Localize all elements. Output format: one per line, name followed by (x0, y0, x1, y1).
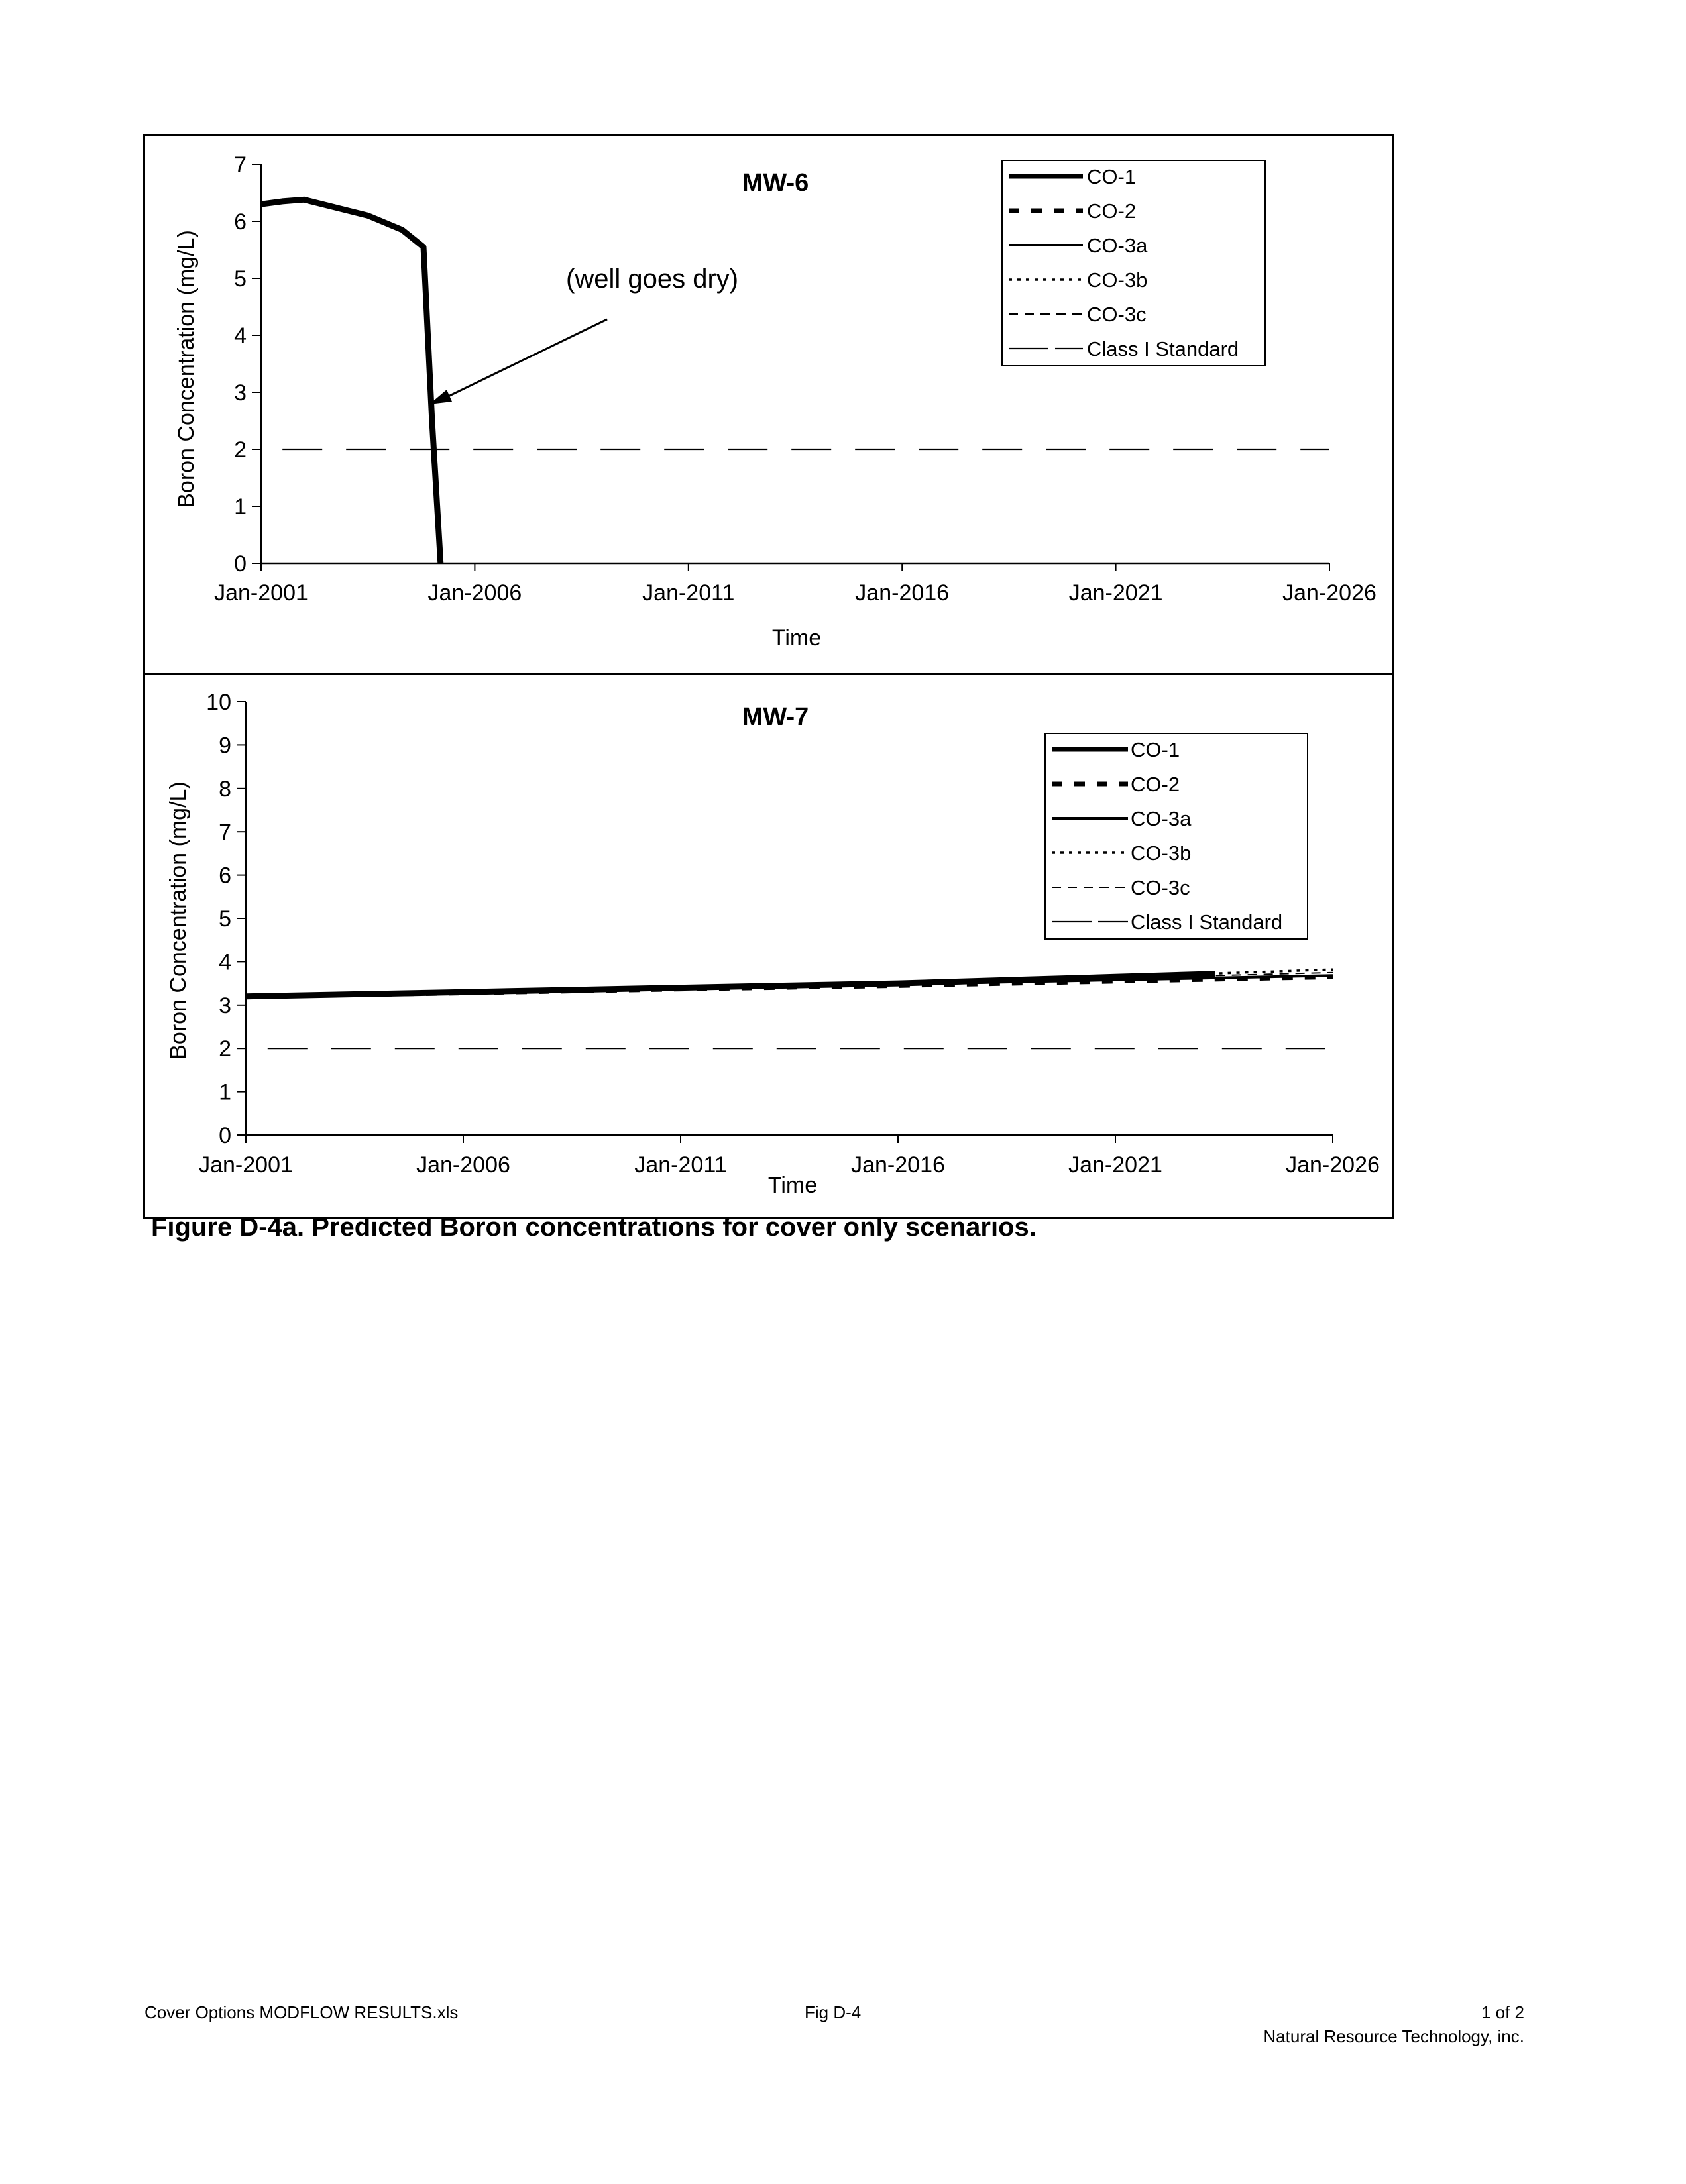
mw6-series-co-3b (261, 199, 441, 563)
mw6-legend (1002, 160, 1265, 366)
footer-figure-label: Fig D-4 (805, 2002, 862, 2022)
mw6-legend-label: Class I Standard (1087, 337, 1239, 360)
mw6-legend-label: CO-2 (1087, 199, 1137, 223)
mw7-legend-label: CO-1 (1131, 738, 1180, 761)
mw6-y-tick-label: 0 (234, 551, 247, 576)
mw6-series-co-3a (261, 199, 441, 563)
mw6-annotation: (well goes dry) (566, 264, 739, 294)
mw6-y-tick-label: 1 (234, 494, 247, 519)
mw6-y-tick-label: 3 (234, 380, 247, 406)
mw6-y-tick-label: 6 (234, 209, 247, 235)
footer-filename: Cover Options MODFLOW RESULTS.xls (144, 2002, 459, 2022)
mw6-series-co-1 (261, 199, 441, 563)
mw6-x-tick-label: Jan-2011 (642, 580, 735, 606)
mw6-y-tick-label: 4 (234, 323, 247, 349)
mw7-y-axis-label: Boron Concentration (mg/L) (166, 781, 191, 1060)
mw6-y-tick-label: 2 (234, 437, 247, 463)
mw7-legend-box (1045, 734, 1308, 939)
mw7-legend-label: CO-3b (1131, 842, 1192, 865)
mw6-legend-box (1002, 160, 1265, 366)
mw7-y-tick-label: 1 (219, 1079, 231, 1105)
mw7-x-tick-label: Jan-2011 (634, 1152, 727, 1177)
mw7-legend-label: Class I Standard (1131, 910, 1283, 934)
mw7-legend (1045, 734, 1308, 939)
mw7-y-tick-label: 5 (219, 906, 231, 932)
mw7-y-tick-label: 2 (219, 1036, 231, 1062)
mw7-y-tick-label: 0 (219, 1123, 231, 1148)
mw7-title: MW-7 (742, 703, 809, 731)
mw6-x-tick-label: Jan-2016 (855, 580, 950, 606)
mw7-x-tick-label: Jan-2021 (1068, 1152, 1162, 1177)
mw6-x-tick-label: Jan-2001 (214, 580, 308, 606)
mw6-x-tick-label: Jan-2006 (427, 580, 522, 606)
mw7-series-layer (246, 969, 1333, 1048)
mw7-y-tick-label: 10 (206, 690, 231, 715)
mw7-y-tick-label: 9 (219, 733, 231, 759)
mw6-chart (143, 134, 1394, 673)
mw7-x-tick-label: Jan-2026 (1286, 1152, 1380, 1177)
mw6-legend-label: CO-3c (1087, 303, 1147, 326)
mw6-x-tick-label: Jan-2021 (1068, 580, 1163, 606)
mw7-x-axis-label: Time (767, 1173, 818, 1198)
mw6-y-tick-label: 7 (234, 152, 247, 178)
mw6-legend-label: CO-1 (1087, 165, 1137, 188)
mw7-y-tick-label: 8 (219, 776, 231, 802)
footer-page-number: 1 of 2 (1481, 2002, 1524, 2022)
mw6-annotation-arrow (439, 319, 607, 401)
mw7-y-tick-label: 7 (219, 820, 231, 846)
mw6-legend-label: CO-3b (1087, 268, 1148, 292)
mw7-x-tick-label: Jan-2016 (851, 1152, 945, 1177)
mw7-legend-label: CO-2 (1131, 773, 1180, 796)
figure-caption: Figure D-4a. Predicted Boron concentrations for cover only scenarios. (151, 1213, 1037, 1242)
mw6-y-axis-label: Boron Concentration (mg/L) (174, 230, 199, 508)
mw7-y-tick-label: 3 (219, 993, 231, 1018)
mw7-y-tick-label: 6 (219, 863, 231, 889)
mw6-title: MW-6 (742, 169, 809, 197)
mw7-series-co-1 (246, 974, 1215, 997)
mw7-x-tick-label: Jan-2006 (416, 1152, 510, 1177)
mw7-chart (143, 675, 1394, 1219)
mw7-x-tick-label: Jan-2001 (199, 1152, 293, 1177)
mw7-y-tick-label: 4 (219, 950, 231, 975)
mw6-x-tick-label: Jan-2026 (1282, 580, 1377, 606)
mw6-series-co-3c (261, 199, 441, 563)
mw7-legend-label: CO-3c (1131, 876, 1190, 899)
mw6-y-tick-label: 5 (234, 266, 247, 292)
footer-company: Natural Resource Technology, inc. (1263, 2026, 1524, 2046)
mw6-x-axis-label: Time (771, 626, 822, 651)
mw7-legend-label: CO-3a (1131, 807, 1192, 830)
mw6-series-co-2 (261, 199, 441, 563)
mw6-legend-label: CO-3a (1087, 234, 1148, 257)
